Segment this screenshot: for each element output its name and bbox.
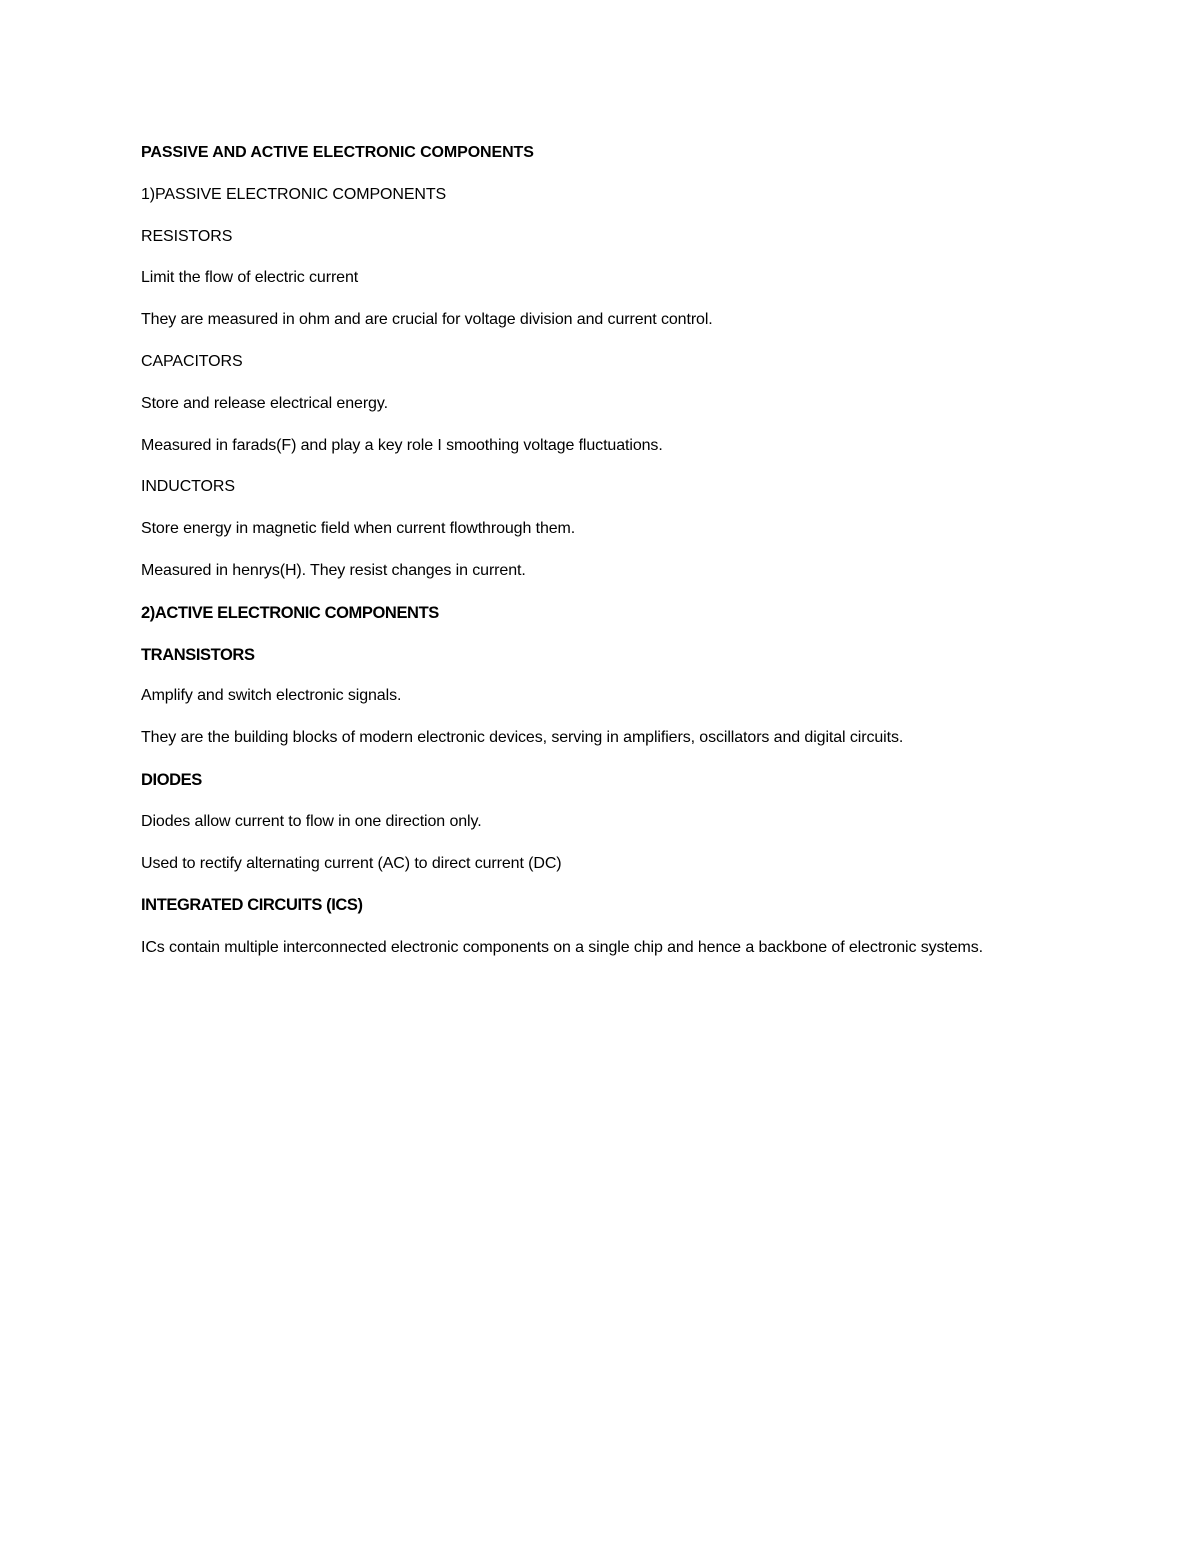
diodes-heading: DIODES [141, 770, 202, 789]
diodes-text-2: Used to rectify alternating current (AC) to direct current (DC) [141, 854, 562, 872]
capacitors-text-2: Measured in farads(F) and play a key role I smoothing voltage fluctuations. [141, 436, 663, 454]
resistors-text-1: Limit the flow of electric current [141, 269, 359, 287]
document-body [141, 141, 1041, 978]
ics-heading: INTEGRATED CIRCUITS (ICS) [141, 896, 363, 915]
passive-section-heading: 1)PASSIVE ELECTRONIC COMPONENTS [141, 185, 447, 203]
resistors-heading: RESISTORS [141, 227, 233, 245]
active-section-heading: 2)ACTIVE ELECTRONIC COMPONENTS [141, 603, 439, 622]
capacitors-heading: CAPACITORS [141, 352, 243, 370]
resistors-text-2: They are measured in ohm and are crucial for voltage division and current control. [141, 311, 713, 329]
inductors-text-2: Measured in henrys(H). They resist changes in current. [141, 561, 526, 579]
diodes-text-1: Diodes allow current to flow in one direction only. [141, 812, 482, 830]
inductors-heading: INDUCTORS [141, 478, 235, 496]
document-title: PASSIVE AND ACTIVE ELECTRONIC COMPONENTS [141, 144, 534, 161]
transistors-text-1: Amplify and switch electronic signals. [141, 687, 402, 705]
transistors-heading: TRANSISTORS [141, 645, 255, 664]
transistors-text-2: They are the building blocks of modern electronic devices, serving in amplifiers, oscillators and digital circuits. [141, 729, 904, 747]
ics-text-1: ICs contain multiple interconnected electronic components on a single chip and hence a backbone of electronic systems. [141, 939, 984, 957]
capacitors-text-1: Store and release electrical energy. [141, 394, 388, 412]
inductors-text-1: Store energy in magnetic field when current flowthrough them. [141, 520, 576, 538]
